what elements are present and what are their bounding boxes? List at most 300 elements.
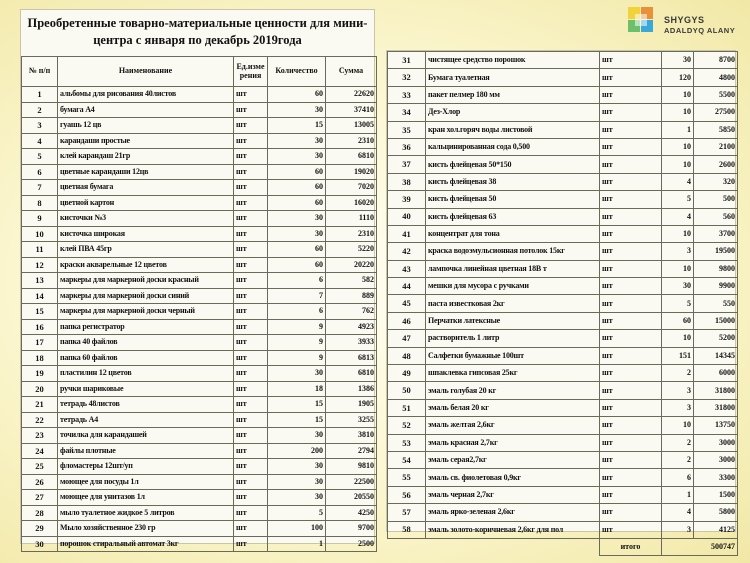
row-number: 41 [388, 225, 426, 242]
table-row [22, 226, 377, 242]
row-sum: 27500 [694, 104, 738, 121]
row-quantity: 3 [662, 399, 694, 416]
row-sum: 1905 [326, 397, 377, 413]
table-row [22, 257, 377, 273]
table-row [22, 412, 377, 428]
table-row [388, 312, 738, 329]
row-name: пластилин 12 цветов [58, 366, 234, 382]
row-number: 51 [388, 399, 426, 416]
table-row [388, 260, 738, 277]
row-number: 52 [388, 417, 426, 434]
row-quantity: 10 [662, 156, 694, 173]
table-row [22, 195, 377, 211]
row-name: тетрадь 48листов [58, 397, 234, 413]
header-name: Наименование [58, 57, 234, 87]
row-number: 8 [22, 195, 58, 211]
row-sum: 1500 [694, 486, 738, 503]
table-row [22, 490, 377, 506]
row-number: 7 [22, 180, 58, 196]
row-sum: 20220 [326, 257, 377, 273]
table-row [22, 397, 377, 413]
row-sum: 1110 [326, 211, 377, 227]
row-sum: 15000 [694, 312, 738, 329]
page-title: Преобретенные товарно-материальные ценности для мини-центра с января по декабрь 2019года [27, 16, 368, 47]
row-unit: шт [600, 278, 662, 295]
row-number: 20 [22, 381, 58, 397]
row-sum: 5500 [694, 86, 738, 103]
logo-text-line1: SHYGYS [664, 15, 705, 25]
right-table-panel [386, 50, 736, 552]
row-quantity: 4 [662, 173, 694, 190]
row-unit: шт [234, 304, 268, 320]
row-sum: 31800 [694, 399, 738, 416]
table-row [22, 164, 377, 180]
row-unit: шт [600, 330, 662, 347]
row-name: эмаль белая 20 кг [426, 399, 600, 416]
row-quantity: 7 [268, 288, 326, 304]
row-quantity: 9 [268, 350, 326, 366]
row-quantity: 60 [268, 180, 326, 196]
table-header-row [22, 57, 377, 87]
row-name: фломастеры 12шт/уп [58, 459, 234, 475]
row-unit: шт [234, 474, 268, 490]
row-quantity: 100 [268, 521, 326, 537]
row-sum: 31800 [694, 382, 738, 399]
table-row [22, 366, 377, 382]
row-sum: 5850 [694, 121, 738, 138]
row-number: 38 [388, 173, 426, 190]
row-name: альбомы для рисования 40листов [58, 87, 234, 103]
row-name: кисть флейцевая 63 [426, 208, 600, 225]
table-row [388, 451, 738, 468]
row-name: кальцинированная сода 0,500 [426, 138, 600, 155]
row-quantity: 5 [662, 191, 694, 208]
row-unit: шт [234, 133, 268, 149]
row-sum: 5800 [694, 504, 738, 521]
row-unit: шт [234, 149, 268, 165]
row-unit: шт [234, 428, 268, 444]
total-row [388, 538, 738, 555]
row-sum: 3810 [326, 428, 377, 444]
row-unit: шт [234, 319, 268, 335]
table-row [22, 87, 377, 103]
row-number: 28 [22, 505, 58, 521]
row-number: 1 [22, 87, 58, 103]
table-row [22, 180, 377, 196]
row-number: 17 [22, 335, 58, 351]
row-number: 2 [22, 102, 58, 118]
row-name: эмаль золото-коричневая 2,6кг для пол [426, 521, 600, 538]
row-quantity: 2 [662, 365, 694, 382]
row-name: карандаши простые [58, 133, 234, 149]
row-quantity: 30 [268, 490, 326, 506]
row-number: 45 [388, 295, 426, 312]
table-row [388, 417, 738, 434]
row-sum: 3255 [326, 412, 377, 428]
row-sum: 2310 [326, 133, 377, 149]
row-number: 10 [22, 226, 58, 242]
table-row [388, 208, 738, 225]
row-number: 55 [388, 469, 426, 486]
row-unit: шт [234, 288, 268, 304]
row-unit: шт [600, 121, 662, 138]
row-number: 54 [388, 451, 426, 468]
row-quantity: 5 [268, 505, 326, 521]
row-unit: шт [234, 443, 268, 459]
table-row [388, 86, 738, 103]
row-sum: 9800 [694, 260, 738, 277]
row-name: Перчатки латексные [426, 312, 600, 329]
row-sum: 560 [694, 208, 738, 225]
row-quantity: 1 [268, 536, 326, 552]
row-sum: 2100 [694, 138, 738, 155]
row-quantity: 30 [268, 459, 326, 475]
row-quantity: 10 [662, 330, 694, 347]
row-unit: шт [600, 347, 662, 364]
table-row [388, 504, 738, 521]
row-name: пакет пелмер 180 мм [426, 86, 600, 103]
row-quantity: 60 [268, 195, 326, 211]
row-name: эмаль ярко-зеленая 2,6кг [426, 504, 600, 521]
row-sum: 9700 [326, 521, 377, 537]
row-name: гуашь 12 цв [58, 118, 234, 134]
row-number: 26 [22, 474, 58, 490]
row-quantity: 5 [662, 295, 694, 312]
row-unit: шт [234, 257, 268, 273]
table-row [388, 225, 738, 242]
row-unit: шт [234, 381, 268, 397]
row-quantity: 30 [268, 366, 326, 382]
table-row [22, 428, 377, 444]
row-name: эмаль серая2,7кг [426, 451, 600, 468]
table-row [22, 443, 377, 459]
row-number: 35 [388, 121, 426, 138]
row-quantity: 10 [662, 225, 694, 242]
row-quantity: 30 [662, 278, 694, 295]
table-row [388, 138, 738, 155]
row-quantity: 60 [268, 87, 326, 103]
row-sum: 2794 [326, 443, 377, 459]
table-row [388, 399, 738, 416]
row-number: 9 [22, 211, 58, 227]
row-sum: 13750 [694, 417, 738, 434]
row-quantity: 30 [268, 226, 326, 242]
row-number: 36 [388, 138, 426, 155]
row-sum: 9900 [694, 278, 738, 295]
row-name: эмаль желтая 2,6кг [426, 417, 600, 434]
row-unit: шт [600, 243, 662, 260]
row-quantity: 6 [662, 469, 694, 486]
row-number: 13 [22, 273, 58, 289]
row-sum: 3000 [694, 434, 738, 451]
row-quantity: 2 [662, 451, 694, 468]
row-number: 27 [22, 490, 58, 506]
row-sum: 22500 [326, 474, 377, 490]
row-unit: шт [600, 156, 662, 173]
row-sum: 2310 [326, 226, 377, 242]
table-row [22, 319, 377, 335]
table-row [388, 278, 738, 295]
row-number: 31 [388, 52, 426, 69]
row-unit: шт [600, 138, 662, 155]
row-unit: шт [234, 521, 268, 537]
row-number: 42 [388, 243, 426, 260]
row-name: бумага А4 [58, 102, 234, 118]
table-row [388, 521, 738, 538]
row-quantity: 3 [662, 521, 694, 538]
table-row [22, 350, 377, 366]
row-sum: 1386 [326, 381, 377, 397]
row-name: чистящее средство порошок [426, 52, 600, 69]
row-sum: 6810 [326, 149, 377, 165]
row-name: папка 40 файлов [58, 335, 234, 351]
row-name: эмаль черная 2,7кг [426, 486, 600, 503]
row-name: мыло туалетное жидкое 5 литров [58, 505, 234, 521]
table-row [22, 133, 377, 149]
table-row [22, 211, 377, 227]
table-row [22, 273, 377, 289]
row-sum: 6000 [694, 365, 738, 382]
row-name: краска водоэмульсионная потолок 15кг [426, 243, 600, 260]
row-sum: 6810 [326, 366, 377, 382]
table-row [388, 330, 738, 347]
row-sum: 19020 [326, 164, 377, 180]
row-name: кисточка широкая [58, 226, 234, 242]
row-unit: шт [234, 242, 268, 258]
row-quantity: 30 [268, 102, 326, 118]
row-name: паста известковая 2кг [426, 295, 600, 312]
header-sum: Сумма [326, 57, 377, 87]
table-row [388, 486, 738, 503]
row-unit: шт [600, 86, 662, 103]
row-unit: шт [600, 521, 662, 538]
row-unit: шт [234, 412, 268, 428]
row-number: 22 [22, 412, 58, 428]
table-row [22, 288, 377, 304]
row-sum: 500 [694, 191, 738, 208]
row-quantity: 60 [662, 312, 694, 329]
row-quantity: 10 [662, 86, 694, 103]
table-row [388, 52, 738, 69]
row-number: 43 [388, 260, 426, 277]
row-unit: шт [234, 87, 268, 103]
table-row [388, 191, 738, 208]
row-quantity: 151 [662, 347, 694, 364]
table-row [22, 242, 377, 258]
row-quantity: 10 [662, 260, 694, 277]
row-quantity: 15 [268, 397, 326, 413]
row-number: 23 [22, 428, 58, 444]
row-name: Дез-Хлор [426, 104, 600, 121]
row-quantity: 10 [662, 104, 694, 121]
row-sum: 9810 [326, 459, 377, 475]
row-number: 16 [22, 319, 58, 335]
row-number: 58 [388, 521, 426, 538]
row-name: кисть флейцевая 38 [426, 173, 600, 190]
row-name: папка 60 файлов [58, 350, 234, 366]
row-quantity: 60 [268, 257, 326, 273]
row-quantity: 6 [268, 304, 326, 320]
row-number: 53 [388, 434, 426, 451]
row-name: маркеры для маркерной доски красный [58, 273, 234, 289]
row-number: 47 [388, 330, 426, 347]
row-number: 50 [388, 382, 426, 399]
row-unit: шт [600, 469, 662, 486]
row-unit: шт [234, 490, 268, 506]
table-row [388, 434, 738, 451]
table-row [22, 505, 377, 521]
row-unit: шт [600, 365, 662, 382]
row-quantity: 30 [268, 149, 326, 165]
row-unit: шт [600, 486, 662, 503]
row-name: лампочка линейная цветная 18В т [426, 260, 600, 277]
table-row [22, 381, 377, 397]
row-name: эмаль св. фиолетовая 0,9кг [426, 469, 600, 486]
row-number: 21 [22, 397, 58, 413]
row-sum: 6813 [326, 350, 377, 366]
row-unit: шт [600, 382, 662, 399]
row-number: 37 [388, 156, 426, 173]
row-name: кран хол.горяч воды листовой [426, 121, 600, 138]
row-unit: шт [234, 459, 268, 475]
row-sum: 320 [694, 173, 738, 190]
row-sum: 4250 [326, 505, 377, 521]
row-number: 3 [22, 118, 58, 134]
row-quantity: 200 [268, 443, 326, 459]
row-name: тетрадь А4 [58, 412, 234, 428]
table-row [22, 118, 377, 134]
row-number: 49 [388, 365, 426, 382]
row-quantity: 30 [268, 133, 326, 149]
row-quantity: 15 [268, 412, 326, 428]
row-unit: шт [234, 118, 268, 134]
row-quantity: 9 [268, 319, 326, 335]
row-unit: шт [600, 104, 662, 121]
row-number: 14 [22, 288, 58, 304]
row-sum: 16020 [326, 195, 377, 211]
row-name: моющее для посуды 1л [58, 474, 234, 490]
table-row [388, 469, 738, 486]
row-unit: шт [234, 273, 268, 289]
row-sum: 762 [326, 304, 377, 320]
logo-mark-icon [624, 4, 660, 40]
row-number: 11 [22, 242, 58, 258]
row-quantity: 120 [662, 69, 694, 86]
row-quantity: 4 [662, 208, 694, 225]
row-sum: 4125 [694, 521, 738, 538]
table-row [388, 382, 738, 399]
table-row [22, 521, 377, 537]
row-unit: шт [600, 225, 662, 242]
row-sum: 3700 [694, 225, 738, 242]
row-name: клей карандаш 21гр [58, 149, 234, 165]
row-name: цветная бумага [58, 180, 234, 196]
row-unit: шт [600, 260, 662, 277]
header-num: № п/п [22, 57, 58, 87]
row-name: краски акварельные 12 цветов [58, 257, 234, 273]
row-name: шпаклевка гипсовая 25кг [426, 365, 600, 382]
row-unit: шт [600, 417, 662, 434]
row-number: 6 [22, 164, 58, 180]
table-row [22, 474, 377, 490]
row-sum: 14345 [694, 347, 738, 364]
row-quantity: 30 [268, 474, 326, 490]
row-sum: 889 [326, 288, 377, 304]
row-sum: 5220 [326, 242, 377, 258]
row-name: порошок стиральный автомат 3кг [58, 536, 234, 552]
row-sum: 550 [694, 295, 738, 312]
row-unit: шт [600, 451, 662, 468]
row-number: 29 [22, 521, 58, 537]
row-unit: шт [234, 505, 268, 521]
row-sum: 3933 [326, 335, 377, 351]
row-unit: шт [600, 434, 662, 451]
row-quantity: 4 [662, 504, 694, 521]
table-row [388, 347, 738, 364]
row-sum: 2600 [694, 156, 738, 173]
row-number: 5 [22, 149, 58, 165]
row-number: 46 [388, 312, 426, 329]
row-quantity: 10 [662, 138, 694, 155]
row-sum: 3000 [694, 451, 738, 468]
row-unit: шт [600, 173, 662, 190]
row-quantity: 9 [268, 335, 326, 351]
row-sum: 37410 [326, 102, 377, 118]
row-sum: 4923 [326, 319, 377, 335]
row-sum: 7020 [326, 180, 377, 196]
row-name: мешки для мусора с ручками [426, 278, 600, 295]
table-row [388, 121, 738, 138]
row-sum: 3300 [694, 469, 738, 486]
row-sum: 4800 [694, 69, 738, 86]
goods-table-right [387, 51, 738, 556]
table-row [388, 156, 738, 173]
row-name: маркеры для маркерной доски черный [58, 304, 234, 320]
table-row [22, 149, 377, 165]
row-unit: шт [600, 191, 662, 208]
row-name: папка регистратор [58, 319, 234, 335]
row-sum: 8700 [694, 52, 738, 69]
table-row [388, 173, 738, 190]
table-row [388, 69, 738, 86]
table-row [22, 459, 377, 475]
row-number: 25 [22, 459, 58, 475]
row-quantity: 3 [662, 243, 694, 260]
row-sum: 5200 [694, 330, 738, 347]
row-quantity: 60 [268, 242, 326, 258]
table-row [388, 104, 738, 121]
row-sum: 13005 [326, 118, 377, 134]
row-number: 18 [22, 350, 58, 366]
row-name: моющее для унитазов 1л [58, 490, 234, 506]
row-number: 56 [388, 486, 426, 503]
row-name: Салфетки бумажные 100шт [426, 347, 600, 364]
row-name: кисть флейцевая 50*150 [426, 156, 600, 173]
table-row [22, 335, 377, 351]
row-quantity: 30 [268, 428, 326, 444]
row-unit: шт [600, 52, 662, 69]
header-unit: Ед.изме рения [234, 57, 268, 87]
row-quantity: 30 [662, 52, 694, 69]
row-sum: 2500 [326, 536, 377, 552]
row-quantity: 1 [662, 121, 694, 138]
row-name: ручки шариковые [58, 381, 234, 397]
row-name: растворитель 1 литр [426, 330, 600, 347]
row-name: Мыло хозяйственное 230 гр [58, 521, 234, 537]
row-name: файлы плотные [58, 443, 234, 459]
row-quantity: 1 [662, 486, 694, 503]
row-number: 34 [388, 104, 426, 121]
